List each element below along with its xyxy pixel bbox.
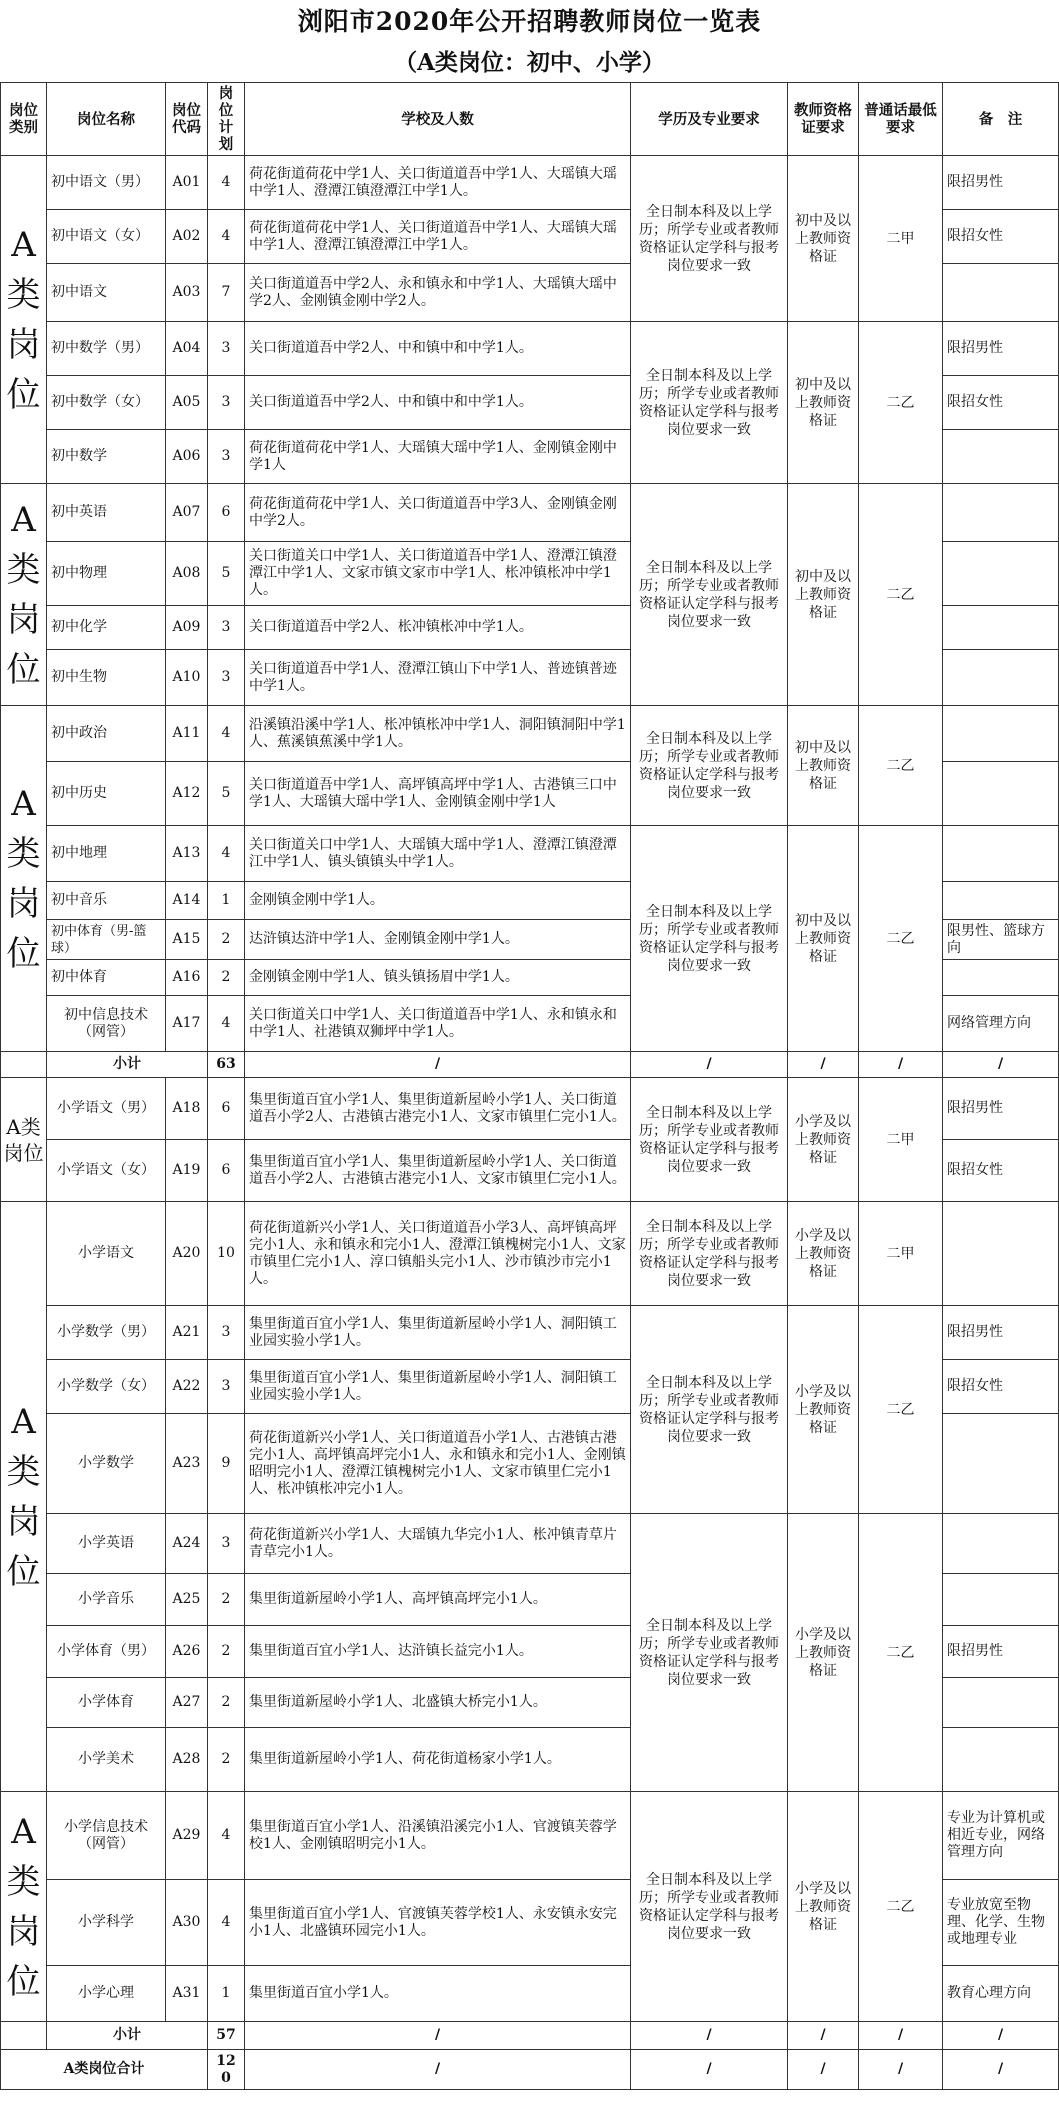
mandarin-requirement: 二乙 [859, 1306, 943, 1514]
subtotal-row [1, 1052, 1059, 1078]
position-name: 小学体育（男） [47, 1626, 166, 1678]
position-schools: 荷花街道新兴小学1人、关口街道道吾小学1人、古港镇古港完小1人、高坪镇高坪完小1人、永和镇永和完小1人、金刚镇昭明完小1人、澄潭江镇槐树完小1人、文家市镇里仁完小1人、枨冲镇枨冲完小1人。 [245, 1414, 631, 1514]
position-plan: 3 [208, 1306, 245, 1360]
position-schools: 集里街道百宜小学1人、沿溪镇沿溪完小1人、官渡镇芙蓉学校1人、金刚镇昭明完小1人。 [245, 1792, 631, 1880]
position-name: 小学英语 [47, 1514, 166, 1574]
position-note [943, 484, 1059, 542]
position-schools: 关口街道道吾中学1人、澄潭江镇山下中学1人、普迹镇普迹中学1人。 [245, 650, 631, 706]
position-note: 限招男性 [943, 156, 1059, 210]
position-schools: 集里街道百宜小学1人、官渡镇芙蓉学校1人、永安镇永安完小1人、北盛镇环园完小1人。 [245, 1880, 631, 1966]
position-code: A24 [166, 1514, 208, 1574]
slash-cell: / [245, 1052, 631, 1078]
position-code: A07 [166, 484, 208, 542]
slash-cell: / [859, 2050, 943, 2090]
mandarin-requirement: 二乙 [859, 1514, 943, 1792]
certificate-requirement: 小学及以上教师资格证 [788, 1514, 859, 1792]
position-name: 初中英语 [47, 484, 166, 542]
certificate-requirement: 初中及以上教师资格证 [788, 156, 859, 322]
position-code: A03 [166, 264, 208, 322]
table-header-row [1, 83, 1059, 156]
position-plan: 2 [208, 920, 245, 960]
position-plan: 4 [208, 826, 245, 882]
position-plan: 3 [208, 376, 245, 430]
category-cell: A类岗位 [1, 1202, 47, 1792]
certificate-requirement: 小学及以上教师资格证 [788, 1202, 859, 1306]
position-note [943, 1678, 1059, 1728]
education-requirement: 全日制本科及以上学历；所学专业或者教师资格证认定学科与报考岗位要求一致 [631, 1514, 788, 1792]
position-schools: 关口街道道吾中学2人、永和镇永和中学1人、大瑶镇大瑶中学2人、金刚镇金刚中学2人。 [245, 264, 631, 322]
table-row [1, 1306, 1059, 1360]
position-plan: 6 [208, 484, 245, 542]
position-schools: 集里街道百宜小学1人。 [245, 1966, 631, 2022]
position-plan: 3 [208, 650, 245, 706]
position-code: A28 [166, 1728, 208, 1792]
position-note: 专业放宽至物理、化学、生物或地理专业 [943, 1880, 1059, 1966]
position-schools: 集里街道新屋岭小学1人、北盛镇大桥完小1人。 [245, 1678, 631, 1728]
position-name: 初中语文（女） [47, 210, 166, 264]
position-name: 初中生物 [47, 650, 166, 706]
certificate-requirement: 小学及以上教师资格证 [788, 1078, 859, 1202]
category-cell: A类岗位 [1, 484, 47, 706]
slash-cell: / [859, 2022, 943, 2050]
position-note [943, 882, 1059, 920]
position-schools: 金刚镇金刚中学1人、镇头镇扬眉中学1人。 [245, 960, 631, 996]
position-note [943, 1514, 1059, 1574]
mandarin-requirement: 二乙 [859, 706, 943, 826]
header-name: 岗位名称 [47, 83, 166, 156]
position-code: A08 [166, 542, 208, 606]
position-name: 小学语文（女） [47, 1140, 166, 1202]
position-schools: 荷花街道新兴小学1人、关口街道道吾小学3人、高坪镇高坪完小1人、永和镇永和完小1人、澄潭江镇槐树完小1人、文家市镇里仁完小1人、淳口镇船头完小1人、沙市镇沙市完小1人。 [245, 1202, 631, 1306]
mandarin-requirement: 二甲 [859, 156, 943, 322]
position-name: 初中音乐 [47, 882, 166, 920]
position-schools: 荷花街道荷花中学1人、关口街道道吾中学1人、大瑶镇大瑶中学1人、澄潭江镇澄潭江中学1人。 [245, 210, 631, 264]
certificate-requirement: 初中及以上教师资格证 [788, 484, 859, 706]
position-schools: 荷花街道荷花中学1人、关口街道道吾中学1人、大瑶镇大瑶中学1人、澄潭江镇澄潭江中学1人。 [245, 156, 631, 210]
position-code: A16 [166, 960, 208, 996]
position-code: A26 [166, 1626, 208, 1678]
position-plan: 4 [208, 156, 245, 210]
education-requirement: 全日制本科及以上学历；所学专业或者教师资格证认定学科与报考岗位要求一致 [631, 1078, 788, 1202]
position-name: 初中物理 [47, 542, 166, 606]
position-code: A30 [166, 1880, 208, 1966]
position-plan: 6 [208, 1140, 245, 1202]
page-title: 浏阳市2020年公开招聘教师岗位一览表 [297, 7, 762, 36]
education-requirement: 全日制本科及以上学历；所学专业或者教师资格证认定学科与报考岗位要求一致 [631, 706, 788, 826]
position-code: A11 [166, 706, 208, 762]
position-code: A06 [166, 430, 208, 484]
position-code: A29 [166, 1792, 208, 1880]
position-name: 初中政治 [47, 706, 166, 762]
position-name: 初中历史 [47, 762, 166, 826]
slash-cell: / [859, 1052, 943, 1078]
position-schools: 关口街道关口中学1人、关口街道道吾中学1人、澄潭江镇澄潭江中学1人、文家市镇文家市中学1人、枨冲镇枨冲中学1人。 [245, 542, 631, 606]
position-name: 小学科学 [47, 1880, 166, 1966]
position-note [943, 650, 1059, 706]
position-schools: 达浒镇达浒中学1人、金刚镇金刚中学1人。 [245, 920, 631, 960]
position-code: A14 [166, 882, 208, 920]
position-schools: 集里街道百宜小学1人、集里街道新屋岭小学1人、关口街道道吾小学2人、古港镇古港完小1人、文家市镇里仁完小1人。 [245, 1078, 631, 1140]
slash-cell: / [943, 2050, 1059, 2090]
position-name: 小学美术 [47, 1728, 166, 1792]
position-plan: 2 [208, 1728, 245, 1792]
slash-cell: / [245, 2022, 631, 2050]
education-requirement: 全日制本科及以上学历；所学专业或者教师资格证认定学科与报考岗位要求一致 [631, 1792, 788, 2022]
position-name: 小学信息技术（网管） [47, 1792, 166, 1880]
certificate-requirement: 初中及以上教师资格证 [788, 706, 859, 826]
position-schools: 集里街道百宜小学1人、达浒镇长益完小1人。 [245, 1626, 631, 1678]
total-value: 120 [208, 2050, 245, 2090]
position-code: A04 [166, 322, 208, 376]
position-code: A22 [166, 1360, 208, 1414]
position-plan: 4 [208, 996, 245, 1052]
certificate-requirement: 小学及以上教师资格证 [788, 1792, 859, 2022]
position-code: A15 [166, 920, 208, 960]
category-cell: A类岗位 [1, 156, 47, 484]
position-name: 小学语文（男） [47, 1078, 166, 1140]
position-note [943, 606, 1059, 650]
position-plan: 3 [208, 322, 245, 376]
position-schools: 关口街道道吾中学2人、枨冲镇枨冲中学1人。 [245, 606, 631, 650]
table-row [1, 484, 1059, 542]
slash-cell: / [788, 2022, 859, 2050]
certificate-requirement: 初中及以上教师资格证 [788, 826, 859, 1052]
position-note [943, 762, 1059, 826]
position-name: 小学数学（男） [47, 1306, 166, 1360]
position-name: 小学心理 [47, 1966, 166, 2022]
position-plan: 1 [208, 882, 245, 920]
education-requirement: 全日制本科及以上学历；所学专业或者教师资格证认定学科与报考岗位要求一致 [631, 826, 788, 1052]
position-note [943, 542, 1059, 606]
position-code: A23 [166, 1414, 208, 1514]
position-plan: 4 [208, 210, 245, 264]
education-requirement: 全日制本科及以上学历；所学专业或者教师资格证认定学科与报考岗位要求一致 [631, 1306, 788, 1514]
position-note: 限招男性 [943, 1306, 1059, 1360]
table-row [1, 706, 1059, 762]
position-code: A12 [166, 762, 208, 826]
position-plan: 10 [208, 1202, 245, 1306]
position-note [943, 706, 1059, 762]
position-note [943, 1728, 1059, 1792]
position-schools: 关口街道道吾中学1人、高坪镇高坪中学1人、古港镇三口中学1人、大瑶镇大瑶中学1人、金刚镇金刚中学1人 [245, 762, 631, 826]
table-row [1, 156, 1059, 210]
header-schools: 学校及人数 [245, 83, 631, 156]
position-name: 初中体育 [47, 960, 166, 996]
position-plan: 9 [208, 1414, 245, 1514]
position-plan: 4 [208, 1792, 245, 1880]
position-name: 初中体育（男-篮球） [47, 920, 166, 960]
position-name: 初中数学（女） [47, 376, 166, 430]
slash-cell: / [631, 2050, 788, 2090]
mandarin-requirement: 二乙 [859, 484, 943, 706]
position-code: A09 [166, 606, 208, 650]
position-plan: 3 [208, 1514, 245, 1574]
table-row [1, 1792, 1059, 1880]
mandarin-requirement: 二乙 [859, 826, 943, 1052]
position-name: 小学语文 [47, 1202, 166, 1306]
position-code: A19 [166, 1140, 208, 1202]
position-plan: 3 [208, 430, 245, 484]
position-name: 小学体育 [47, 1678, 166, 1728]
position-schools: 关口街道道吾中学2人、中和镇中和中学1人。 [245, 376, 631, 430]
position-name: 初中数学（男） [47, 322, 166, 376]
position-plan: 2 [208, 1626, 245, 1678]
position-note: 限男性、篮球方向 [943, 920, 1059, 960]
position-plan: 5 [208, 542, 245, 606]
position-plan: 1 [208, 1966, 245, 2022]
position-name: 小学音乐 [47, 1574, 166, 1626]
position-code: A02 [166, 210, 208, 264]
header-mandarin: 普通话最低要求 [859, 83, 943, 156]
mandarin-requirement: 二乙 [859, 1792, 943, 2022]
position-note: 限招女性 [943, 1360, 1059, 1414]
position-schools: 关口街道关口中学1人、大瑶镇大瑶中学1人、澄潭江镇澄潭江中学1人、镇头镇镇头中学1人。 [245, 826, 631, 882]
slash-cell: / [631, 1052, 788, 1078]
mandarin-requirement: 二甲 [859, 1078, 943, 1202]
slash-cell: / [788, 2050, 859, 2090]
position-note: 限招男性 [943, 1078, 1059, 1140]
position-note: 限招男性 [943, 1626, 1059, 1678]
position-note [943, 1414, 1059, 1514]
position-schools: 关口街道关口中学1人、关口街道道吾中学1人、永和镇永和中学1人、社港镇双狮坪中学1人。 [245, 996, 631, 1052]
subtotal-value: 57 [208, 2022, 245, 2050]
certificate-requirement: 初中及以上教师资格证 [788, 322, 859, 484]
position-note [943, 1202, 1059, 1306]
position-note [943, 430, 1059, 484]
position-note: 限招女性 [943, 1140, 1059, 1202]
positions-table [0, 82, 1059, 2090]
category-cell: A类岗位 [1, 706, 47, 1052]
header-education: 学历及专业要求 [631, 83, 788, 156]
position-code: A18 [166, 1078, 208, 1140]
position-plan: 3 [208, 1360, 245, 1414]
position-note [943, 264, 1059, 322]
position-plan: 4 [208, 1880, 245, 1966]
position-code: A05 [166, 376, 208, 430]
position-schools: 荷花街道荷花中学1人、关口街道道吾中学3人、金刚镇金刚中学2人。 [245, 484, 631, 542]
mandarin-requirement: 二乙 [859, 322, 943, 484]
table-row [1, 1078, 1059, 1140]
slash-cell: / [245, 2050, 631, 2090]
position-note [943, 960, 1059, 996]
position-name: 初中语文 [47, 264, 166, 322]
mandarin-requirement: 二甲 [859, 1202, 943, 1306]
position-name: 初中地理 [47, 826, 166, 882]
subtotal-value: 63 [208, 1052, 245, 1078]
position-code: A01 [166, 156, 208, 210]
position-code: A25 [166, 1574, 208, 1626]
position-code: A20 [166, 1202, 208, 1306]
position-note: 限招女性 [943, 376, 1059, 430]
total-row [1, 2050, 1059, 2090]
position-code: A27 [166, 1678, 208, 1728]
position-plan: 7 [208, 264, 245, 322]
position-code: A17 [166, 996, 208, 1052]
header-plan: 岗位计划 [208, 83, 245, 156]
position-schools: 荷花街道新兴小学1人、大瑶镇九华完小1人、枨冲镇青草片青草完小1人。 [245, 1514, 631, 1574]
position-note: 限招男性 [943, 322, 1059, 376]
subtotal-label: 小计 [47, 1052, 208, 1078]
position-code: A13 [166, 826, 208, 882]
position-schools: 荷花街道荷花中学1人、大瑶镇大瑶中学1人、金刚镇金刚中学1人 [245, 430, 631, 484]
category-cell: A类岗位 [1, 1078, 47, 1202]
subtotal-label: 小计 [47, 2022, 208, 2050]
slash-cell: / [943, 2022, 1059, 2050]
education-requirement: 全日制本科及以上学历；所学专业或者教师资格证认定学科与报考岗位要求一致 [631, 322, 788, 484]
position-code: A31 [166, 1966, 208, 2022]
position-note: 网络管理方向 [943, 996, 1059, 1052]
position-schools: 集里街道新屋岭小学1人、荷花街道杨家小学1人。 [245, 1728, 631, 1792]
slash-cell: / [788, 1052, 859, 1078]
position-note [943, 1574, 1059, 1626]
slash-cell: / [943, 1052, 1059, 1078]
table-row [1, 322, 1059, 376]
position-schools: 金刚镇金刚中学1人。 [245, 882, 631, 920]
position-schools: 集里街道百宜小学1人、集里街道新屋岭小学1人、关口街道道吾小学2人、古港镇古港完小1人、文家市镇里仁完小1人。 [245, 1140, 631, 1202]
position-schools: 沿溪镇沿溪中学1人、枨冲镇枨冲中学1人、洞阳镇洞阳中学1人、蕉溪镇蕉溪中学1人。 [245, 706, 631, 762]
position-note: 专业为计算机或相近专业，网络管理方向 [943, 1792, 1059, 1880]
position-plan: 2 [208, 1574, 245, 1626]
position-schools: 集里街道百宜小学1人、集里街道新屋岭小学1人、洞阳镇工业园实验小学1人。 [245, 1306, 631, 1360]
slash-cell: / [631, 2022, 788, 2050]
position-name: 初中化学 [47, 606, 166, 650]
subtotal-row [1, 2022, 1059, 2050]
position-plan: 5 [208, 762, 245, 826]
position-schools: 集里街道百宜小学1人、集里街道新屋岭小学1人、洞阳镇工业园实验小学1人。 [245, 1360, 631, 1414]
position-name: 小学数学（女） [47, 1360, 166, 1414]
position-code: A21 [166, 1306, 208, 1360]
category-cell: A类岗位 [1, 1792, 47, 2022]
position-name: 初中信息技术（网管） [47, 996, 166, 1052]
education-requirement: 全日制本科及以上学历；所学专业或者教师资格证认定学科与报考岗位要求一致 [631, 156, 788, 322]
total-label: A类岗位合计 [1, 2050, 208, 2090]
page-subtitle: （A类岗位：初中、小学） [394, 49, 665, 76]
position-note [943, 826, 1059, 882]
header-code: 岗位代码 [166, 83, 208, 156]
table-row [1, 826, 1059, 882]
table-row [1, 1514, 1059, 1574]
position-name: 小学数学 [47, 1414, 166, 1514]
position-schools: 集里街道新屋岭小学1人、高坪镇高坪完小1人。 [245, 1574, 631, 1626]
education-requirement: 全日制本科及以上学历；所学专业或者教师资格证认定学科与报考岗位要求一致 [631, 484, 788, 706]
position-name: 初中语文（男） [47, 156, 166, 210]
header-certificate: 教师资格证要求 [788, 83, 859, 156]
education-requirement: 全日制本科及以上学历；所学专业或者教师资格证认定学科与报考岗位要求一致 [631, 1202, 788, 1306]
table-row [1, 1202, 1059, 1306]
position-plan: 4 [208, 706, 245, 762]
position-code: A10 [166, 650, 208, 706]
header-note: 备 注 [943, 83, 1059, 156]
position-note: 教育心理方向 [943, 1966, 1059, 2022]
position-plan: 6 [208, 1078, 245, 1140]
position-name: 初中数学 [47, 430, 166, 484]
position-note: 限招女性 [943, 210, 1059, 264]
certificate-requirement: 小学及以上教师资格证 [788, 1306, 859, 1514]
position-plan: 2 [208, 1678, 245, 1728]
position-plan: 2 [208, 960, 245, 996]
position-schools: 关口街道道吾中学2人、中和镇中和中学1人。 [245, 322, 631, 376]
header-category: 岗位类别 [1, 83, 47, 156]
position-plan: 3 [208, 606, 245, 650]
